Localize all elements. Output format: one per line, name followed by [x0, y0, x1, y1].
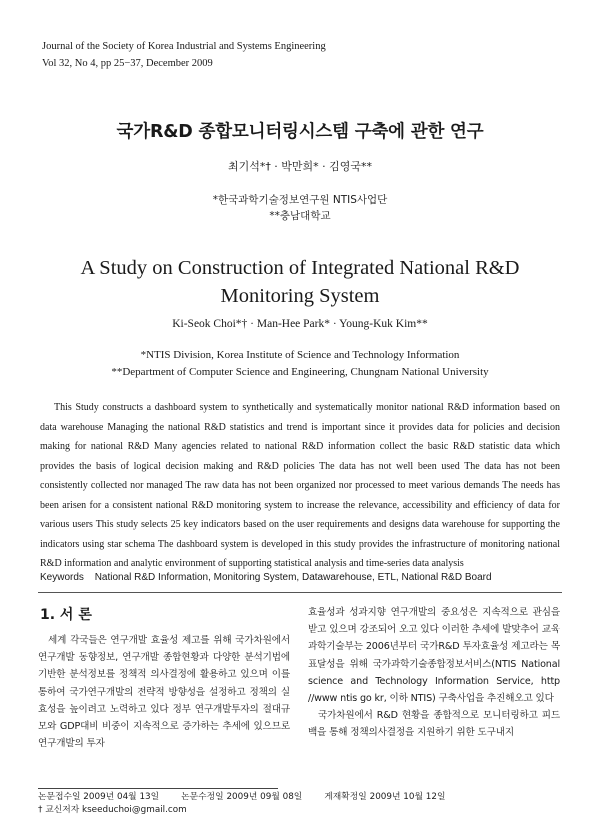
body-paragraph: 효율성과 성과지향 연구개발의 중요성은 지속적으로 관심을 받고 있으며 강조되어 오고 있다 이러한 추세에 발맞추어 교육과학기술부는 2006년부터 국가R&D 투자효율성 제고라는 목표달성을 위해 국가과학기술종합정보서비스(NTIS National science and Technology Information Service, http //www ntis go kr, 이하 NTIS) 구축사업을 추진해오고 있다	[308, 607, 560, 705]
body-column-left: 세계 각국들은 연구개발 효율성 제고를 위해 국가차원에서 연구개발 동향정보, 연구개발 종합현황과 다양한 분석기법에 기반한 분석정보를 정책적 의사결정에 활용하고 있으며 이를 통하여 국가연구개발의 전략적 방향성을 설정하고 정책의 실효성을 높이려고 노력하고 있다 정부 연구개발투자의 절대규모와 GDP대비 비중이 지속적으로 증가하는 추세에 있으므로 연구개발의 투자	[38, 635, 290, 750]
journal-volume: Vol 32, No 4, pp 25−37, December 2009	[42, 58, 213, 69]
accepted-date: 게재확정일 2009년 10월 12일	[324, 792, 446, 802]
english-title	[0, 254, 600, 310]
korean-affiliation-1: *한국과학기술정보연구원 NTIS사업단	[212, 194, 388, 206]
korean-affiliations	[0, 192, 600, 224]
keywords-text: National R&D Information, Monitoring System, Datawarehouse, ETL, National R&D Board	[94, 572, 492, 583]
korean-authors: 최기석*† · 박만희* · 김영국**	[227, 160, 373, 173]
body-column-right	[308, 604, 560, 742]
corresponding-author: † 교신저자 kseeduchoi@gmail.com	[38, 805, 187, 815]
journal-name: Journal of the Society of Korea Industrial and Systems Engineering	[42, 41, 326, 52]
footnote-divider	[38, 788, 278, 789]
keywords-label: Keywords	[40, 572, 84, 583]
korean-title: 국가R&D 종합모니터링시스템 구축에 관한 연구	[116, 122, 484, 142]
english-authors: Ki-Seok Choi*† · Man-Hee Park* · Young-Kuk Kim**	[172, 318, 428, 330]
section-divider	[38, 592, 562, 593]
section-heading: 1. 서 론	[40, 607, 92, 623]
english-affiliations	[0, 347, 600, 381]
received-date: 논문접수일 2009년 04월 13일	[38, 792, 160, 802]
english-title-line-2: Monitoring System	[220, 285, 380, 307]
keywords	[40, 572, 560, 583]
footnote-dates	[38, 791, 558, 804]
english-affiliation-1: *NTIS Division, Korea Institute of Science and Technology Information	[140, 349, 460, 361]
body-paragraph: 국가차원에서 R&D 현황을 종합적으로 모니터링하고 피드백을 통해 정책의사결정을 지원하기 위한 도구내지	[308, 710, 560, 739]
english-title-line-1: A Study on Construction of Integrated National R&D	[80, 257, 520, 279]
journal-header	[42, 38, 326, 72]
revised-date: 논문수정일 2009년 09월 08일	[181, 792, 303, 802]
footnotes	[38, 791, 558, 817]
abstract: This Study constructs a dashboard system to synthetically and systematically monitor national R&D information based on data warehouse Managing the national R&D statistics and trend is important since it provides data for policies and decision making for national R&D Many agencies related to national R&D information collect the basic R&D statistic data which provides the basis of logical decision making and R&D policies The data has not well been used The data has not been consistently collected nor managed The raw data has not been organized nor processed to meet various demands The needs has been arisen for a consistent national R&D monitoring system to increase the relevance, accessibility and efficiency of data for various users This study selects 25 key indicators based on the user requirements and designs data warehouse for supporting the indicators using star schema The dashboard system is developed in this study provides the infrastructure of monitoring national R&D information and analytic environment of supporting statistical analysis and time-series data analysis	[40, 402, 560, 569]
english-affiliation-2: **Department of Computer Science and Engineering, Chungnam National University	[111, 366, 489, 378]
korean-affiliation-2: **충남대학교	[269, 210, 331, 222]
